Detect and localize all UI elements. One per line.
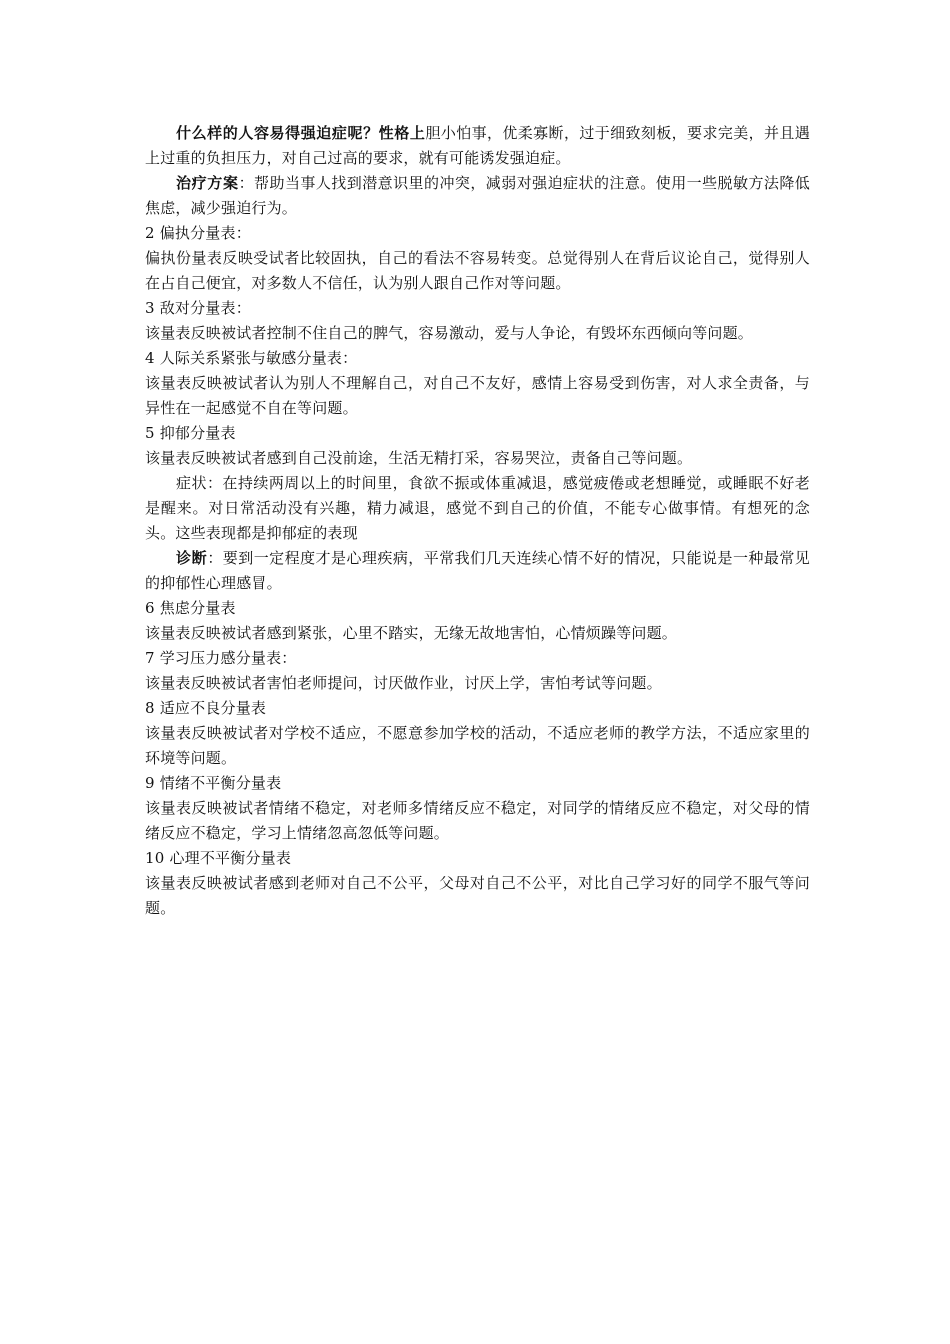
section-body-psychological-imbalance: 该量表反映被试者感到老师对自己不公平，父母对自己不公平，对比自己学习好的同学不服气等问题。 [145,874,810,917]
depression-diagnosis-paragraph [145,546,810,596]
section-heading-depression: 5 抑郁分量表 [145,424,236,442]
depression-diagnosis-text: ：要到一定程度才是心理疾病，平常我们几天连续心情不好的情况，只能说是一种最常见的抑郁性心理感冒。 [145,549,810,592]
section-heading-emotional-imbalance: 9 情绪不平衡分量表 [145,774,282,792]
section-heading-anxiety: 6 焦虑分量表 [145,599,236,617]
section-heading-hostility: 3 敌对分量表： [145,299,251,317]
section-body-interpersonal: 该量表反映被试者认为别人不理解自己，对自己不友好，感情上容易受到伤害，对人求全责备，与异性在一起感觉不自在等问题。 [145,374,810,417]
section-body-hostility: 该量表反映被试者控制不住自己的脾气，容易激动，爱与人争论，有毁坏东西倾向等问题。 [145,324,754,342]
ocd-personality-bold: 什么样的人容易得强迫症呢？性格上 [176,124,426,142]
ocd-treatment-paragraph [145,171,810,221]
section-body-paranoia: 偏执份量表反映受试者比较固执，自己的看法不容易转变。总觉得别人在背后议论自己，觉得别人在占自己便宜，对多数人不信任，认为别人跟自己作对等问题。 [145,249,810,292]
section-heading-interpersonal: 4 人际关系紧张与敏感分量表： [145,349,358,367]
section-heading-study-pressure: 7 学习压力感分量表： [145,649,297,667]
section-body-study-pressure: 该量表反映被试者害怕老师提问，讨厌做作业，讨厌上学，害怕考试等问题。 [145,674,662,692]
section-body-maladjustment: 该量表反映被试者对学校不适应，不愿意参加学校的活动，不适应老师的教学方法，不适应家里的环境等问题。 [145,724,810,767]
section-body-depression: 该量表反映被试者感到自己没前途，生活无精打采，容易哭泣，责备自己等问题。 [145,449,693,467]
section-body-anxiety: 该量表反映被试者感到紧张，心里不踏实，无缘无故地害怕，心情烦躁等问题。 [145,624,678,642]
section-heading-maladjustment: 8 适应不良分量表 [145,699,267,717]
depression-symptoms-paragraph: 症状：在持续两周以上的时间里，食欲不振或体重减退，感觉疲倦或老想睡觉，或睡眠不好老是醒来。对日常活动没有兴趣，精力减退，感觉不到自己的价值，不能专心做事情。有想死的念头。这些表现都是抑郁症的表现 [145,474,810,542]
document-page [145,121,810,921]
ocd-treatment-bold: 治疗方案 [176,174,239,192]
section-body-emotional-imbalance: 该量表反映被试者情绪不稳定，对老师多情绪反应不稳定，对同学的情绪反应不稳定，对父母的情绪反应不稳定，学习上情绪忽高忽低等问题。 [145,799,810,842]
depression-diagnosis-bold: 诊断 [176,549,208,567]
ocd-treatment-text: ：帮助当事人找到潜意识里的冲突，减弱对强迫症状的注意。使用一些脱敏方法降低焦虑，减少强迫行为。 [145,174,810,217]
section-heading-paranoia: 2 偏执分量表： [145,224,251,242]
ocd-personality-paragraph [145,121,810,171]
ocd-personality-text: 胆小怕事，优柔寡断，过于细致刻板，要求完美，并且遇上过重的负担压力，对自己过高的要求，就有可能诱发强迫症。 [145,124,810,167]
section-heading-psychological-imbalance: 10 心理不平衡分量表 [145,849,292,867]
